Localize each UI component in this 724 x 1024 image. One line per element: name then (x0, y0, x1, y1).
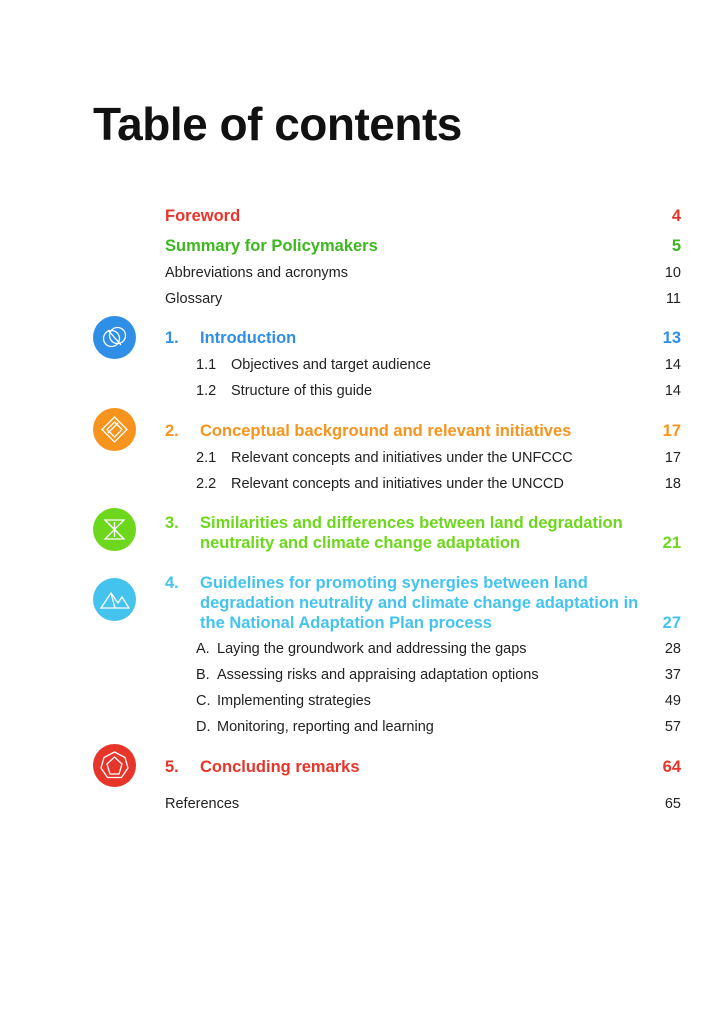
toc-subentry[interactable] (165, 692, 681, 710)
toc-page-number: 37 (664, 667, 681, 683)
toc-page-number: 28 (664, 641, 681, 657)
toc-entry-label: Glossary (165, 291, 223, 307)
toc-page-number: 27 (662, 614, 681, 632)
toc-page-number: 65 (664, 796, 681, 812)
chapter-number: 2. (165, 422, 179, 440)
toc-subentry[interactable] (165, 475, 681, 493)
chapter-title: Conceptual background and relevant initiatives (200, 422, 572, 440)
toc-page-number: 49 (664, 693, 681, 709)
toc-entry-summary[interactable] (165, 236, 681, 256)
toc-chapter-4[interactable] (165, 573, 681, 633)
subentry-number: C. (196, 693, 211, 709)
toc-entry-foreword[interactable] (165, 206, 681, 226)
toc-subentry[interactable] (165, 666, 681, 684)
chapter-title-line: neutrality and climate change adaptation (200, 534, 520, 552)
toc-page-number: 5 (671, 237, 681, 255)
subentry-label: Objectives and target audience (231, 357, 431, 373)
chapter-title-line: Similarities and differences between land degradation (200, 514, 623, 532)
subentry-label: Monitoring, reporting and learning (217, 719, 434, 735)
chapter-title-line: Guidelines for promoting synergies between land (200, 574, 588, 592)
subentry-number: D. (196, 719, 211, 735)
toc-subentry[interactable] (165, 356, 681, 374)
toc-page-number: 17 (662, 422, 681, 440)
toc-page-number: 4 (671, 207, 681, 225)
subentry-number: 1.1 (196, 357, 217, 373)
toc-entry-references[interactable] (165, 795, 681, 813)
toc-entry-abbreviations[interactable] (165, 264, 681, 282)
toc-page-number: 57 (664, 719, 681, 735)
toc-chapter-1[interactable] (165, 328, 681, 348)
subentry-number: 1.2 (196, 383, 217, 399)
toc-subentry[interactable] (165, 640, 681, 658)
toc-entry-glossary[interactable] (165, 290, 681, 308)
subentry-label: Relevant concepts and initiatives under the UNFCCC (231, 450, 573, 466)
subentry-label: Structure of this guide (231, 383, 373, 399)
subentry-label: Laying the groundwork and addressing the gaps (217, 641, 527, 657)
toc-chapter-2[interactable] (165, 421, 681, 441)
chapter-number: 1. (165, 329, 179, 347)
toc-page-number: 17 (664, 450, 681, 466)
toc-chapter-3[interactable] (165, 513, 681, 553)
toc-entry-label: Summary for Policymakers (165, 237, 378, 255)
toc-page-number: 14 (664, 357, 681, 373)
subentry-number: A. (196, 641, 210, 657)
polygon-icon (93, 744, 136, 787)
chapter-number: 5. (165, 758, 179, 776)
chapter-title: Introduction (200, 329, 297, 347)
mountain-icon (93, 578, 136, 621)
toc-page-number: 64 (662, 758, 681, 776)
page-title: Table of contents (93, 98, 462, 150)
chapter-number: 3. (165, 514, 179, 532)
toc-page-number: 10 (664, 265, 681, 281)
toc-subentry[interactable] (165, 718, 681, 736)
chapter-title-line: degradation neutrality and climate change adaptation in (200, 594, 639, 612)
circles-icon (93, 316, 136, 359)
subentry-label: Implementing strategies (217, 693, 371, 709)
toc-page-number: 13 (662, 329, 681, 347)
subentry-number: 2.1 (196, 450, 217, 466)
toc-page-number: 21 (662, 534, 681, 552)
chapter-title: Concluding remarks (200, 758, 360, 776)
toc-page-number: 14 (664, 383, 681, 399)
diamond-icon (93, 408, 136, 451)
toc-subentry[interactable] (165, 449, 681, 467)
chapter-title-line: the National Adaptation Plan process (200, 614, 492, 632)
hourglass-icon (93, 508, 136, 551)
toc-subentry[interactable] (165, 382, 681, 400)
subentry-number: B. (196, 667, 210, 683)
toc-entry-label: Foreword (165, 207, 241, 225)
chapter-number: 4. (165, 574, 179, 592)
subentry-number: 2.2 (196, 476, 217, 492)
toc-entry-label: References (165, 796, 240, 812)
subentry-label: Relevant concepts and initiatives under the UNCCD (231, 476, 564, 492)
toc-chapter-5[interactable] (165, 757, 681, 777)
subentry-label: Assessing risks and appraising adaptation options (217, 667, 539, 683)
toc-page-number: 11 (665, 291, 681, 307)
toc-page-number: 18 (664, 476, 681, 492)
toc-entry-label: Abbreviations and acronyms (165, 265, 348, 281)
